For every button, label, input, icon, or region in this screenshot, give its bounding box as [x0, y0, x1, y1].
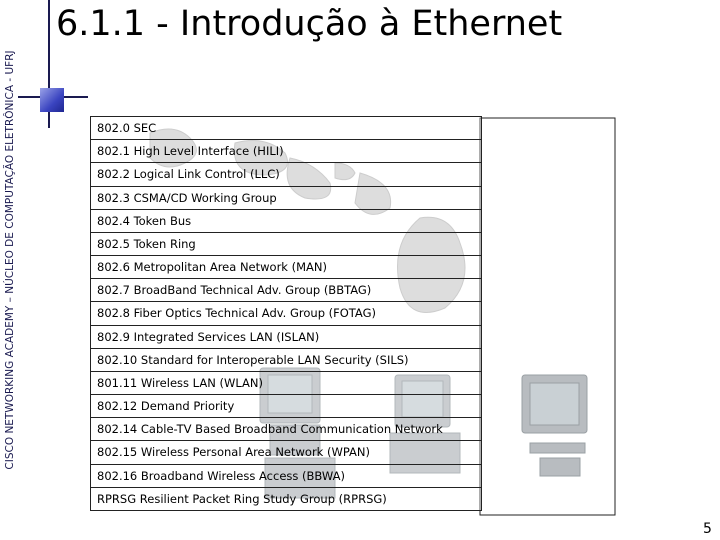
- table-row: 802.10 Standard for Interoperable LAN Security (SILS): [91, 349, 481, 372]
- table-row: 802.16 Broadband Wireless Access (BBWA): [91, 465, 481, 488]
- slide-title: 6.1.1 - Introdução à Ethernet: [56, 4, 563, 44]
- table-row: 801.11 Wireless LAN (WLAN): [91, 372, 481, 395]
- table-row: 802.14 Cable-TV Based Broadband Communication Network: [91, 418, 481, 441]
- table-row: 802.2 Logical Link Control (LLC): [91, 163, 481, 186]
- table-row: 802.3 CSMA/CD Working Group: [91, 187, 481, 210]
- table-row: 802.0 SEC: [91, 117, 481, 140]
- side-banner-text: CISCO NETWORKING ACADEMY – NÚCLEO DE COMPUTAÇÃO ELETRÔNICA - UFRJ: [4, 50, 16, 470]
- table-row: 802.1 High Level Interface (HILI): [91, 140, 481, 163]
- table-row: 802.9 Integrated Services LAN (ISLAN): [91, 326, 481, 349]
- blue-square-bullet: [40, 88, 64, 112]
- table-row: 802.5 Token Ring: [91, 233, 481, 256]
- table-row: 802.15 Wireless Personal Area Network (WPAN): [91, 441, 481, 464]
- ieee-standards-table: [90, 116, 482, 511]
- table-row: 802.12 Demand Priority: [91, 395, 481, 418]
- table-row: 802.6 Metropolitan Area Network (MAN): [91, 256, 481, 279]
- table-row: RPRSG Resilient Packet Ring Study Group (RPRSG): [91, 488, 481, 510]
- table-row: 802.7 BroadBand Technical Adv. Group (BBTAG): [91, 279, 481, 302]
- table-row: 802.4 Token Bus: [91, 210, 481, 233]
- side-banner: [0, 0, 20, 520]
- table-row: 802.8 Fiber Optics Technical Adv. Group (FOTAG): [91, 302, 481, 325]
- page-number: 5: [703, 521, 712, 537]
